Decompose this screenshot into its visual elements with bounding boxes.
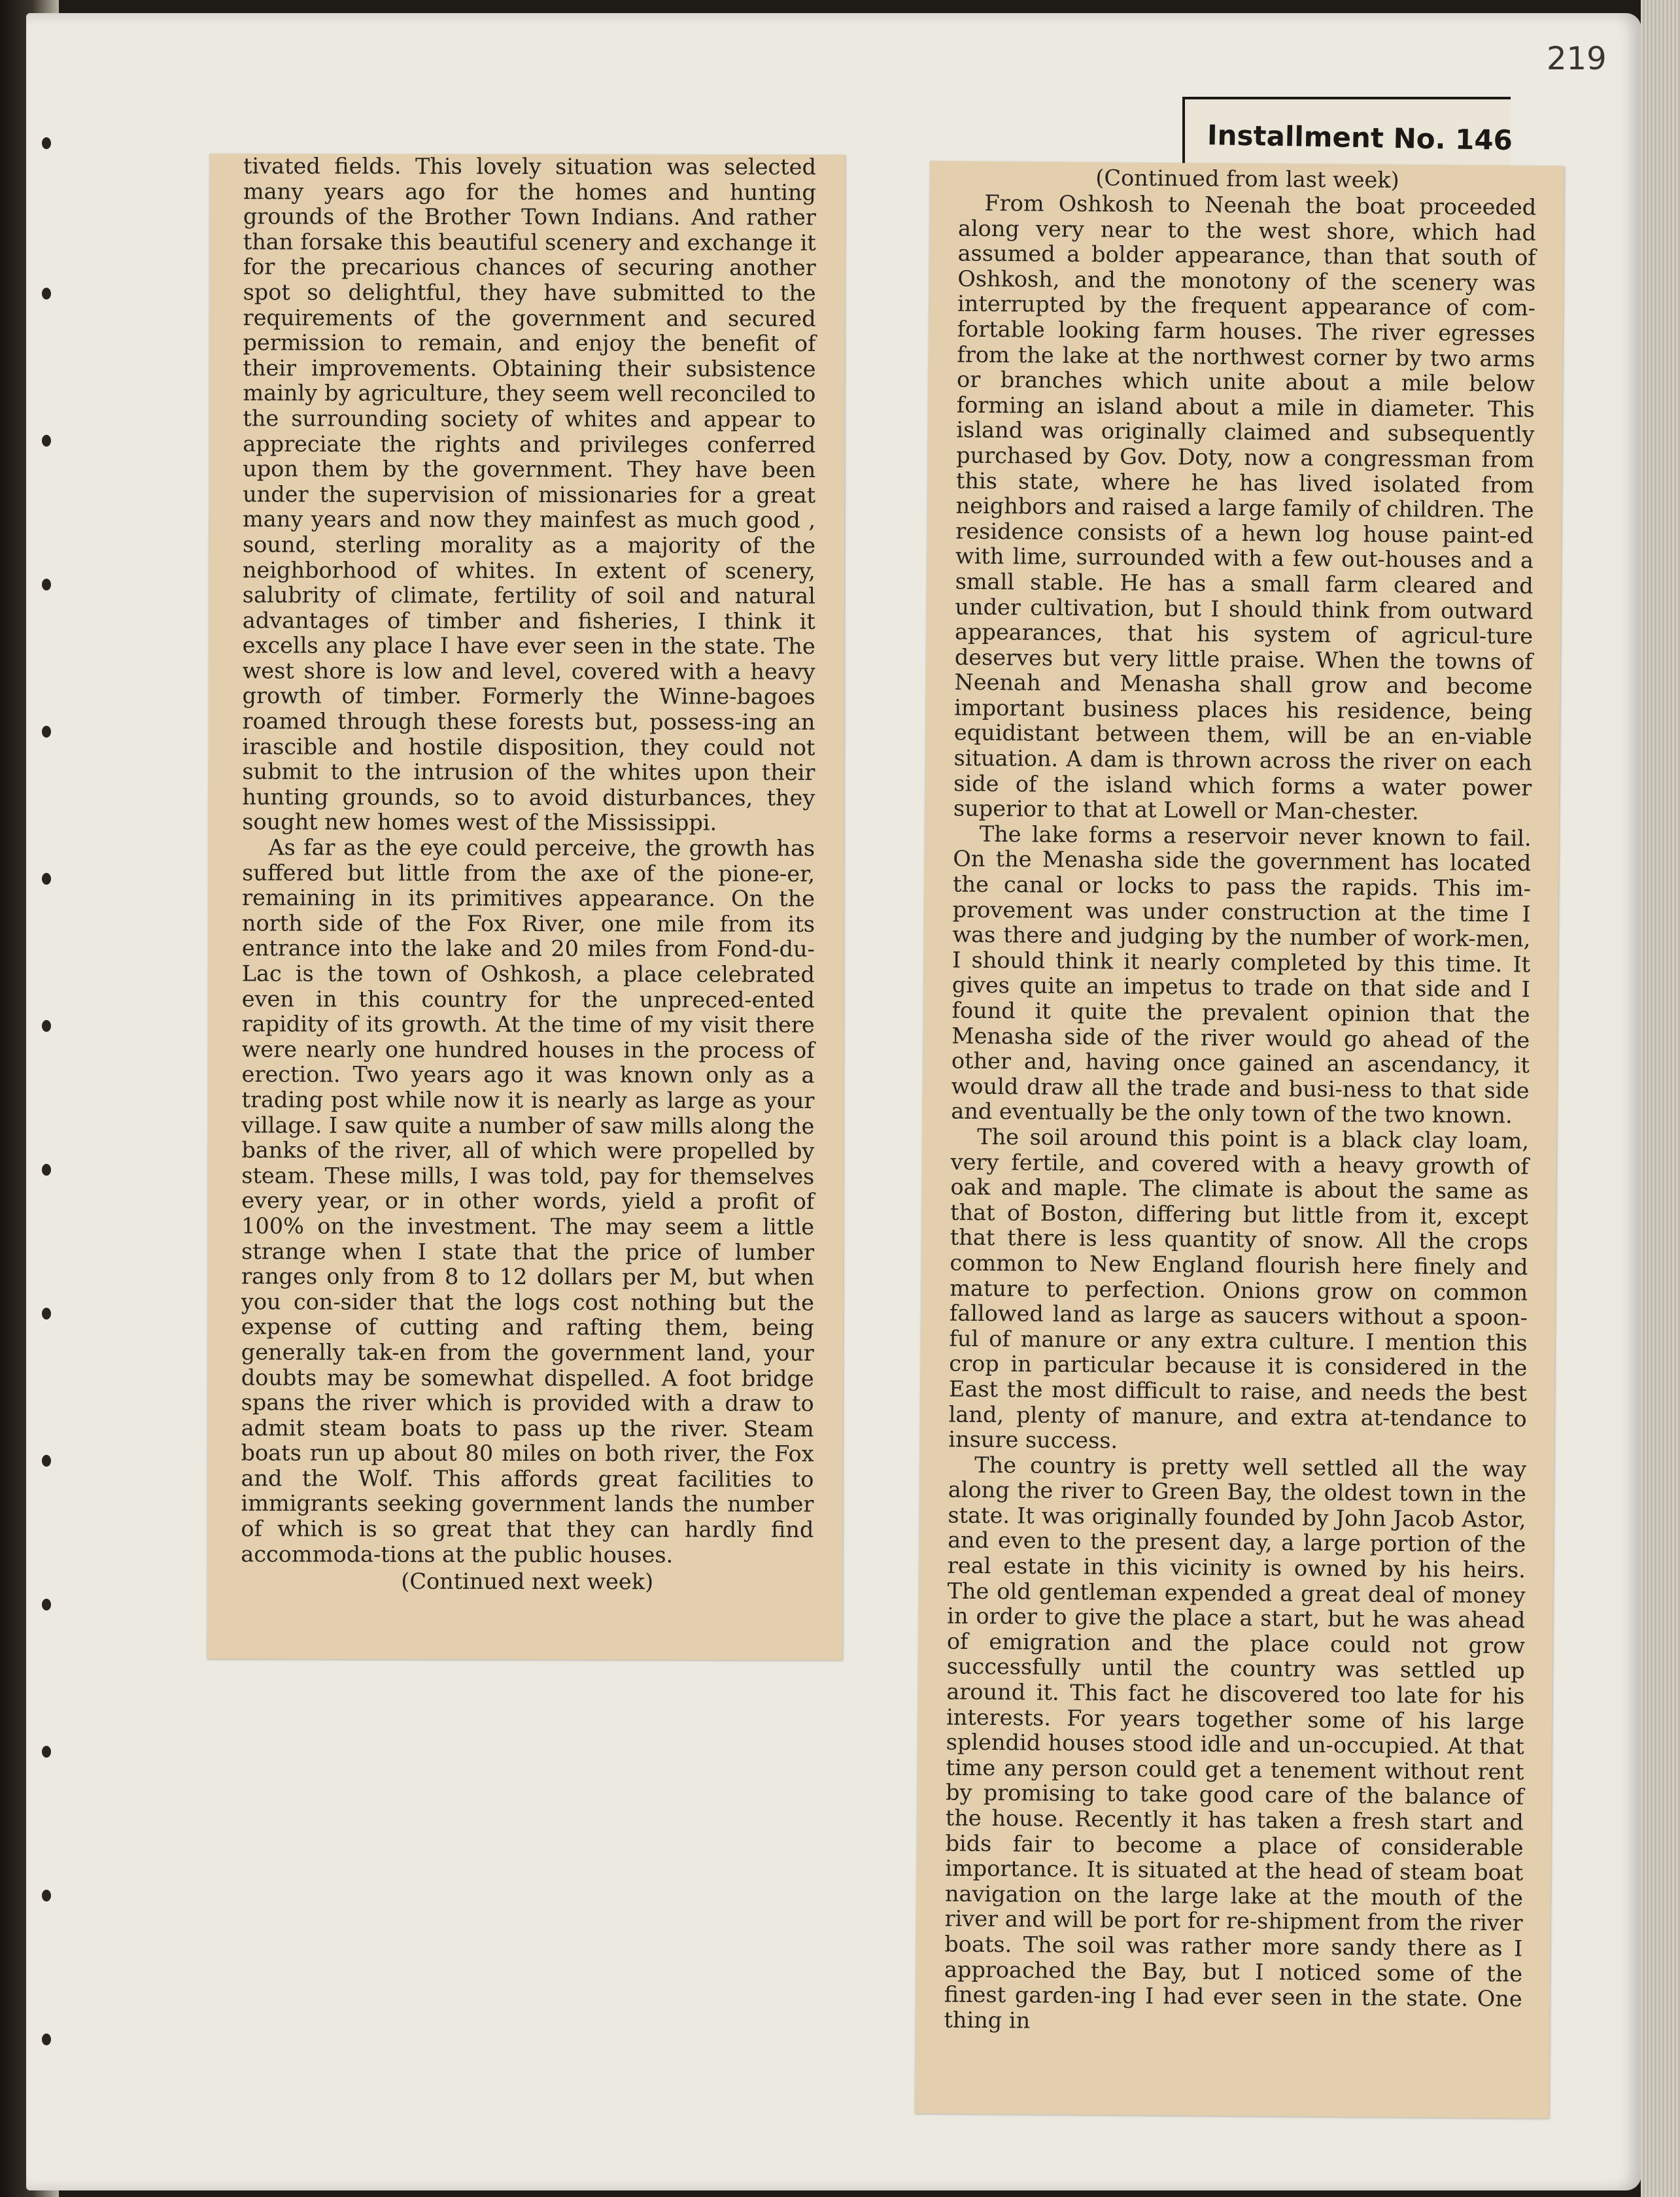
binding-hole xyxy=(42,1164,51,1176)
binding-hole xyxy=(42,1746,51,1758)
continued-from-last-week-label: (Continued from last week) xyxy=(1095,165,1399,193)
page-stack-edge xyxy=(1641,0,1680,2197)
binding-hole xyxy=(42,1455,51,1467)
right-paragraph-3: The soil around this point is a black clay loam, very fertile, and covered with a heavy growth of oak and maple. The climate is about the same as that of Boston, differing but little from it, except that there is less quantity of snow. All the crops common to New England flourish here finely and mature to perfection. Onions grow on common fallowed land as large as saucers without a spoon-ful of manure or any extra culture. I mention this crop in particular because it is considered in the East the most difficult to raise, and needs the best land, plenty of manure, and extra at-tendance to insure success. xyxy=(948,1123,1530,1454)
binding-hole xyxy=(42,579,51,590)
left-paragraph-2: As far as the eye could perceive, the growth has suffered but little from the axe of the pione-er, remaining in its primitives appearance. On the north side of the Fox River, one mile from its entrance into the lake and 20 miles from Fond-du-Lac is the town of Oshkosh, a place celebrated even in this country for the unpreced-ented rapidity of its growth. At the time of my visit there were nearly one hundred houses in the process of erection. Two years ago it was known only as a trading post while now it is nearly as large as your village. I saw quite a number of saw mills along the banks of the river, all of which were propelled by steam. These mills, I was told, pay for themselves every year, or in other words, yield a profit of 100% on the investment. The may seem a little strange when I state that the price of lumber ranges only from 8 to 12 dollars per M, but when you con-sider that the logs cost nothing but the expense of cutting and rafting them, being generally tak-en from the government land, your doubts may be somewhat dispelled. A foot bridge spans the river which is provided with a draw to admit steam boats to pass up the river. Steam boats run up about 80 miles on both river, the Fox and the Wolf. This affords great facilities to immigrants seeking government lands the number of which is so great that they can hardly find accommoda-tions at the public houses. xyxy=(241,834,815,1568)
installment-title: Installment No. 146 xyxy=(1207,118,1513,157)
binding-hole xyxy=(42,1020,51,1032)
binding-hole xyxy=(42,726,51,738)
binding-hole xyxy=(42,1890,51,1901)
right-paragraph-2: The lake forms a reservoir never known to fail. On the Menasha side the government has located the canal or locks to pass the rapids. This im-provement was under construction at the time I was there and judging by the number of work-men, I should think it nearly completed by this time. It gives quite an impetus to trade on that side and I found it quite the prevalent opinion that the Menasha side of the river would go ahead of the other and, having once gained an ascendancy, it would draw all the trade and busi-ness to that side and eventually be the only town of the two known. xyxy=(951,821,1532,1129)
binding-hole xyxy=(42,873,51,885)
binding-hole xyxy=(42,2034,51,2045)
binding-hole xyxy=(42,288,51,299)
page-number: 219 xyxy=(1547,41,1607,77)
binding-hole xyxy=(42,1599,51,1610)
left-paragraph-1: tivated fields. This lovely situation was selected many years ago for the homes and hunting grounds of the Brother Town Indians. And rather than forsake this beautiful scenery and exchange it for the precarious chances of securing another spot so delightful, they have submitted to the requirements of the government and secured permission to remain, and enjoy the benefit of their improvements. Obtaining their subsistence mainly by agriculture, they seem well reconciled to the surrounding society of whites and appear to appreciate the rights and privileges conferred upon them by the government. They have been under the supervision of missionaries for a great many years and now they mainfest as much good , sound, sterling morality as a majority of the neighborhood of whites. In extent of scenery, salubrity of climate, fertility of soil and natural advantages of timber and fisheries, I think it excells any place I have ever seen in the state. The west shore is low and level, covered with a heavy growth of timber. Formerly the Winne-bagoes roamed through these forests but, possess-ing an irascible and hostile disposition, they could not submit to the intrusion of the whites upon their hunting grounds, so to avoid disturbances, they sought new homes west of the Mississippi. xyxy=(242,153,817,836)
left-newspaper-clipping xyxy=(207,154,845,1660)
right-clipping-body xyxy=(944,191,1536,2037)
continued-next-week-label: (Continued next week) xyxy=(401,1568,654,1595)
binding-hole xyxy=(42,1308,51,1320)
right-paragraph-4: The country is pretty well settled all the way along the river to Green Bay, the oldest town in the state. It was originally founded by John Jacob Astor, and even to the present day, a large portion of the real estate in this vicinity is owned by his heirs. The old gentleman expended a great deal of money in order to give the place a start, but he was ahead of emigration and the place could not grow successfully until the country was settled up around it. This fact he discovered too late for his interests. For years together some of his large splendid houses stood idle and un-occupied. At that time any person could get a tenement without rent by promising to take good care of the balance of the house. Recently it has taken a fresh start and bids fair to become a place of considerable importance. It is situated at the head of steam boat navigation on the large lake at the mouth of the river and will be port for re-shipment from the river boats. The soil was rather more sandy there as I approached the Bay, but I noticed some of the finest garden-ing I had ever seen in the state. One thing in xyxy=(944,1452,1527,2034)
binding-hole xyxy=(42,137,51,149)
right-newspaper-clipping xyxy=(914,161,1564,2119)
binding-hole xyxy=(42,435,51,447)
right-paragraph-1: From Oshkosh to Neenah the boat proceeded along very near to the west shore, which had assumed a bolder appearance, than that south of Oshkosh, and the monotony of the scenery was interrupted by the frequent appearance of com-fortable looking farm houses. The river egresses from the lake at the northwest corner by two arms or branches which unite about a mile below forming an island about a mile in diameter. This island was originally claimed and subsequently purchased by Gov. Doty, now a congressman from this state, where he has lived isolated from neighbors and raised a large family of children. The residence consists of a hewn log house paint-ed with lime, surrounded with a few out-houses and a small stable. He has a small farm cleared and under cultivation, but I should think from outward appearances, that his system of agricul-ture deserves but very little praise. When the towns of Neenah and Menasha shall grow and become important business places his residence, being equidistant between them, will be an en-viable situation. A dam is thrown across the river on each side of the island which forms a water power superior to that at Lowell or Man-chester. xyxy=(953,190,1537,825)
left-clipping-body xyxy=(241,154,816,1568)
